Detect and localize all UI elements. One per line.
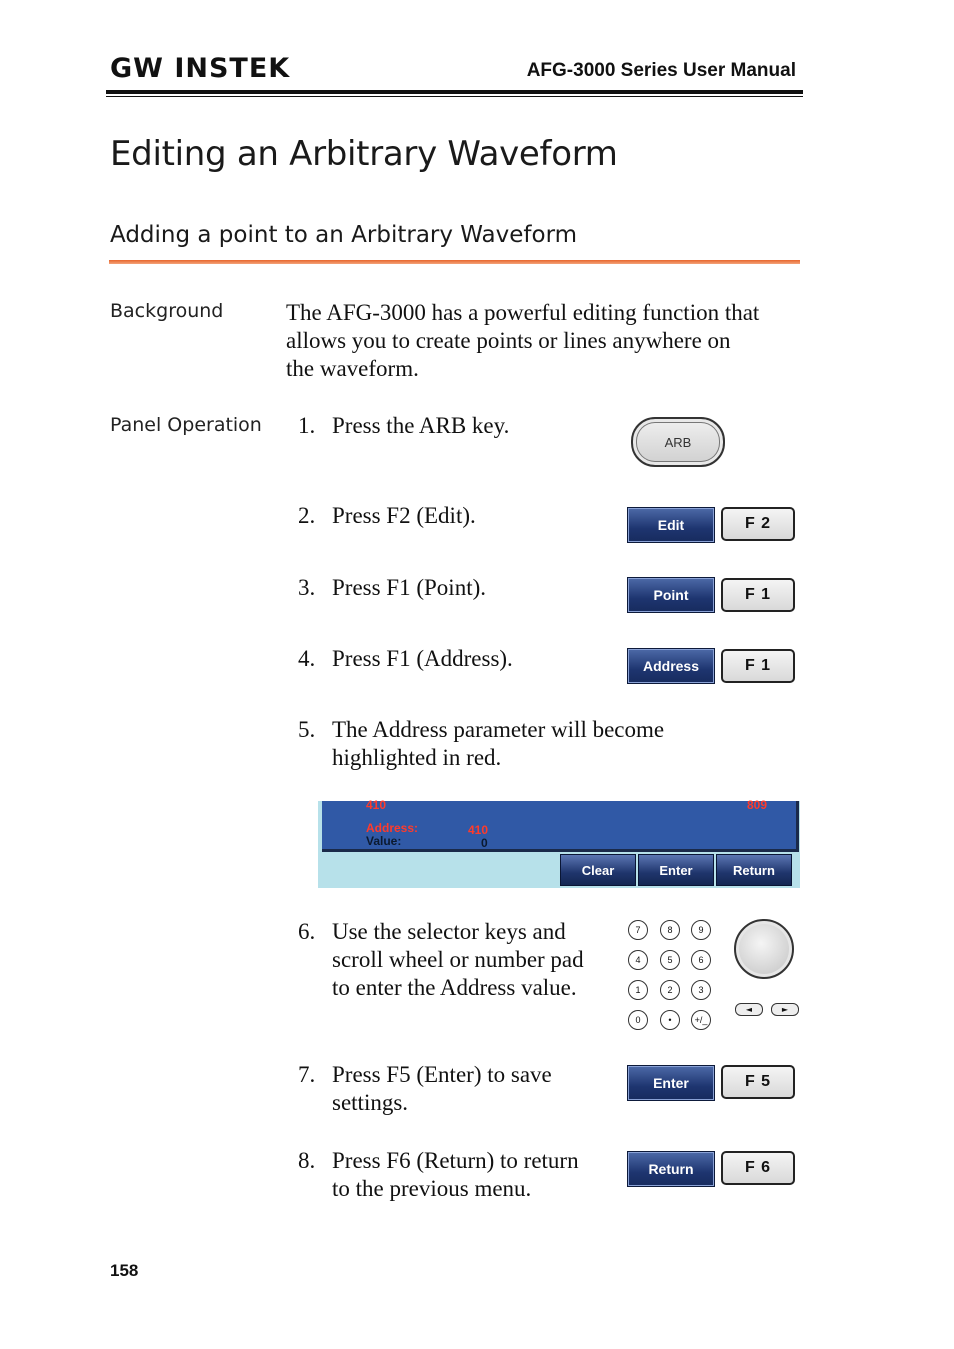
background-line: The AFG-3000 has a powerful editing function that	[286, 300, 760, 325]
step-line: Press F6 (Return) to return	[332, 1148, 579, 1173]
numpad-label: 6	[698, 955, 704, 965]
header-rule-thin	[106, 96, 803, 97]
edit-soft-key-label: Edit	[657, 517, 685, 533]
background-line: the waveform.	[286, 356, 419, 381]
manual-title: AFG-3000 Series User Manual	[526, 60, 796, 81]
numpad-label: 4	[635, 955, 641, 965]
numpad-label: +/_	[694, 1015, 708, 1025]
step-line: The Address parameter will become	[332, 717, 665, 742]
gw-instek-logo: GW INSTEK	[110, 53, 291, 84]
section-title: Adding a point to an Arbitrary Waveform	[110, 222, 578, 248]
numpad-key-4[interactable]	[628, 950, 648, 970]
numpad-label: 5	[667, 955, 673, 965]
address-soft-key[interactable]	[627, 648, 715, 684]
right-arrow-icon: ►	[781, 1005, 789, 1014]
numpad-key-sign[interactable]	[691, 1010, 711, 1030]
numpad-key-8[interactable]	[660, 920, 680, 940]
page-number: 158	[110, 1261, 139, 1280]
numpad-key-2[interactable]	[660, 980, 680, 1000]
numpad-label: 7	[635, 925, 641, 935]
numpad-key-1[interactable]	[628, 980, 648, 1000]
scroll-wheel[interactable]	[734, 919, 794, 979]
f5-key[interactable]	[721, 1065, 795, 1099]
step-text	[332, 1061, 552, 1117]
step-text: Press F1 (Address).	[332, 646, 513, 671]
right-arrow-key[interactable]	[771, 1003, 799, 1016]
step-line: to enter the Address value.	[332, 975, 577, 1000]
lcd-value-label: Value:	[366, 834, 402, 848]
step-line: to the previous menu.	[332, 1176, 532, 1201]
step-number: 2.	[298, 503, 316, 528]
numpad-label: 0	[635, 1015, 641, 1025]
f6-key[interactable]	[721, 1151, 795, 1185]
f1-key[interactable]	[721, 578, 795, 612]
address-soft-key-label: Address	[642, 658, 700, 674]
numpad-label: 8	[667, 925, 673, 935]
step-line: settings.	[332, 1090, 409, 1115]
background-line: allows you to create points or lines anywhere on	[286, 328, 731, 353]
left-arrow-key[interactable]	[735, 1003, 763, 1016]
step-number: 8.	[298, 1148, 316, 1173]
step-number: 4.	[298, 646, 316, 671]
lcd-enter-button[interactable]	[638, 854, 714, 886]
step-text	[332, 716, 664, 772]
step-line: highlighted in red.	[332, 745, 502, 770]
f1-key[interactable]	[721, 649, 795, 683]
lcd-right-value: 809	[747, 798, 768, 812]
enter-soft-key[interactable]	[627, 1065, 715, 1101]
edit-soft-key[interactable]	[627, 507, 715, 543]
return-soft-key[interactable]	[627, 1151, 715, 1187]
point-soft-key[interactable]	[627, 577, 715, 613]
numpad-key-9[interactable]	[691, 920, 711, 940]
step-number: 5.	[298, 717, 316, 742]
step-text: Press F1 (Point).	[332, 575, 486, 600]
lcd-value-value: 0	[481, 836, 488, 850]
f5-key-label: F 5	[744, 1073, 772, 1090]
f1-key-label: F 1	[744, 586, 772, 603]
step-number: 3.	[298, 575, 316, 600]
step-line: scroll wheel or number pad	[332, 947, 584, 972]
step-number: 1.	[298, 413, 316, 438]
numpad-label: •	[668, 1015, 672, 1025]
numpad-label: 2	[667, 985, 673, 995]
step-line: Press F5 (Enter) to save	[332, 1062, 552, 1087]
numpad-key-7[interactable]	[628, 920, 648, 940]
background-text	[286, 299, 759, 383]
step-number: 7.	[298, 1062, 316, 1087]
step-text	[332, 918, 584, 1002]
step-text: Press F2 (Edit).	[332, 503, 476, 528]
lcd-left-value: 410	[366, 798, 387, 812]
f2-key-label: F 2	[744, 515, 772, 532]
numpad-key-0[interactable]	[628, 1010, 648, 1030]
numpad-key-6[interactable]	[691, 950, 711, 970]
lcd-address-value: 410	[468, 823, 489, 837]
lcd-return-label: Return	[733, 862, 775, 878]
lcd-enter-label: Enter	[659, 862, 693, 878]
numpad-key-3[interactable]	[691, 980, 711, 1000]
step-line: Use the selector keys and	[332, 919, 566, 944]
arb-key[interactable]	[631, 417, 725, 467]
f1-key-label: F 1	[744, 657, 772, 674]
lcd-clear-button[interactable]	[560, 854, 636, 886]
step-text	[332, 1147, 579, 1203]
enter-soft-key-label: Enter	[653, 1075, 689, 1091]
numpad-key-dot[interactable]	[660, 1010, 680, 1030]
step-number: 6.	[298, 919, 316, 944]
arb-key-label: ARB	[664, 434, 692, 450]
numpad-key-5[interactable]	[660, 950, 680, 970]
panel-operation-label: Panel Operation	[110, 414, 262, 436]
f2-key[interactable]	[721, 507, 795, 541]
section-rule	[109, 260, 800, 264]
header-rule	[106, 90, 803, 94]
numpad-label: 9	[698, 925, 704, 935]
background-label: Background	[110, 300, 224, 322]
point-soft-key-label: Point	[653, 587, 689, 603]
f6-key-label: F 6	[744, 1159, 772, 1176]
lcd-address-label: Address:	[366, 821, 419, 835]
lcd-clear-label: Clear	[581, 862, 615, 878]
numpad-label: 1	[635, 985, 641, 995]
lcd-return-button[interactable]	[716, 854, 792, 886]
return-soft-key-label: Return	[648, 1161, 694, 1177]
page-title: Editing an Arbitrary Waveform	[110, 134, 618, 174]
step-text: Press the ARB key.	[332, 413, 510, 438]
left-arrow-icon: ◄	[745, 1005, 753, 1014]
numpad-label: 3	[698, 985, 704, 995]
